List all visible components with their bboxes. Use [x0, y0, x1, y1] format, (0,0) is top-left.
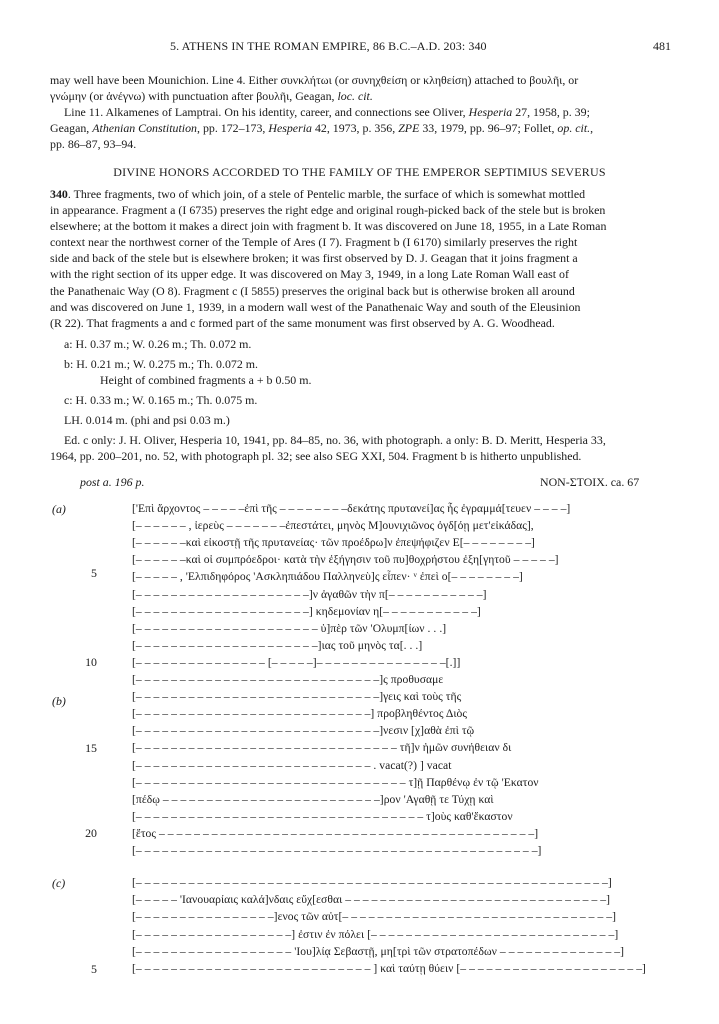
inscription-line: [– – – – – – – – – – – – – – – – – – – – – – – – – – – – – – – – – – – – – – – – – – – – – –]	[132, 844, 542, 857]
inscription-line: [– – – – – – , ἱερεὺς – – – – – – –ἐπεστάτει, μηνὸς Μ]ουνιχιῶνος ὀγδ[όῃ μετ'εἰκάδας],	[132, 519, 534, 533]
intro-paragraph-2: Line 11. Alkamenes of Lamptrai. On his identity, career, and connections see Oliver, Hesperia 27, 1958, p. 39; Geagan, Athenian Constitution, pp. 172–173, Hesperia 42, 1973, p. 356, ZPE 33, 1979, pp. 96–97; Follet, op. cit., pp. 86–87, 93–94.	[50, 105, 594, 152]
inscription-line: [– – – – – – – – – – – – – – – – – – – – – ὑ]πὲρ τῶν 'Ολυμπ[ίων . . .]	[132, 621, 447, 635]
inscription-line: [– – – – – – – – – – – – – – – –]ενος τῶν αὐτ[– – – – – – – – – – – – – – – – – – – – – – – – – – – – – – –]	[132, 910, 617, 924]
fragment-label-a: (a)	[52, 502, 66, 516]
inscription-line: ['Επὶ ἄρχοντος – – – – –ἐπὶ τῆς – – – – – – – –δεκάτης πρυτανεί]ας ἧς ἐγραμμά[τευεν – – – –]	[132, 502, 571, 515]
line-number-20: 20	[85, 826, 97, 840]
dimensions-c: c: H. 0.33 m.; W. 0.165 m.; Th. 0.075 m.	[64, 393, 258, 407]
dimensions-combined: Height of combined fragments a + b 0.50 m.	[100, 373, 312, 387]
inscription-line: [– – – – – , 'Ελπιδηφόρος 'Ασκληπιάδου Παλληνεὺ]ς εἶπεν· ᵛ ἐπεὶ ο[– – – – – – – –]	[132, 570, 523, 584]
inscription-line: [– – – – – – – – – – – – – – – – – – – – – – – – – – – –]ς προθυσαμε	[132, 673, 444, 686]
line-number-10: 10	[85, 655, 97, 669]
inscription-line: [– – – – – – – – – – – – – – – – – – – – –]ιας τοῦ μηνὸς τα[. . .]	[132, 638, 423, 652]
inscription-line: [– – – – – –καὶ εἰκοστῇ τῆς πρυτανείας· τῶν προέδρω]ν ἐπεψήφιζεν Ε[– – – – – – – –]	[132, 536, 535, 550]
inscription-line: [– – – – – – – – – – – – – – – – – –] ἐστιν ἐν πόλει [– – – – – – – – – – – – – – – – – – – – – – – – – – – –]	[132, 927, 619, 941]
line-number-5: 5	[91, 566, 97, 580]
inscription-line: [– – – – – – – – – – – – – – – – – – – – – – – – – – –] προβληθέντος Διὸς	[132, 707, 467, 721]
inscription-line: [– – – – – – – – – – – – – – – – – – – –] κηδεμονίαν η[– – – – – – – – – – –]	[132, 604, 481, 618]
editions-paragraph: Ed. c only: J. H. Oliver, Hesperia 10, 1941, pp. 84–85, no. 36, with photograph. a only: B. D. Meritt, Hesperia 33, 1964, pp. 200–201, no. 52, with photograph pl. 32; see also SEG XXI, 504. Fragment b is hitherto unpublished.	[50, 433, 606, 464]
inscription-line: [– – – – – 'Ιανουαρίαις καλά]νδαις εὔχ[εσθαι – – – – – – – – – – – – – – – – – – – – – – – – – – – – – –]	[132, 893, 611, 907]
dimensions-a: a: H. 0.37 m.; W. 0.26 m.; Th. 0.072 m.	[64, 337, 252, 351]
inscription-line: [– – – – – – – – – – – – – – – – – – – – – – – – – – – – – – – τ]ῇ Παρθένῳ ἐν τῷ 'Εκατον	[132, 775, 539, 789]
inscription-line: [– – – – – – – – – – – – – – – – – – – – – – – – – – – –]νεσιν [χ]αθὰ ἐπὶ τῷ	[132, 724, 475, 738]
inscription-line: [– – – – – – – – – – – – – – – [– – – – –]– – – – – – – – – – – – – – –[.]]	[132, 655, 461, 669]
line-number-15: 15	[85, 741, 97, 755]
page-number: 481	[653, 39, 671, 53]
stoichedon-note: NON-ΣΤΟΙΧ. ca. 67	[540, 475, 640, 489]
dimensions-b: b: H. 0.21 m.; W. 0.275 m.; Th. 0.072 m.	[64, 357, 259, 371]
inscription-line: [– – – – – – – – – – – – – – – – – – – – – – – – – – – – – – – – – – – – – – – – – – – – – – – – – – – – – –]	[132, 876, 612, 889]
inscription-line: [– – – – – – – – – – – – – – – – – – – – – – – – – – – –]γεις καὶ τοὺς τῆς	[132, 690, 462, 704]
inscription-line: [– – – – – – – – – – – – – – – – – – – – – – – – – – – – – – τῆ]ν ἡμῶν συνήθειαν δι	[132, 741, 512, 755]
inscription-line: [– – – – – – – – – – – – – – – – – – – – – – – – – – – ] καὶ ταύτῃ θύειν [– – – – – – – – – – – – – – – – – – – – –]	[132, 962, 646, 975]
inscription-line: [πέδῳ – – – – – – – – – – – – – – – – – – – – – – – – –]ρον 'Αγαθῇ τε Τύχῃ καὶ	[132, 792, 494, 806]
date-note: post a. 196 p.	[80, 475, 145, 489]
inscription-line: [– – – – – – – – – – – – – – – – – – – – – – – – – – – – – – – – – τ]οὺς καθ'ἕκαστον	[132, 809, 513, 823]
section-heading: DIVINE HONORS ACCORDED TO THE FAMILY OF THE EMPEROR SEPTIMIUS SEVERUS	[113, 165, 606, 179]
inscription-line: [– – – – – – – – – – – – – – – – – – 'Ιου]λίᾳ Σεβαστῇ, μη[τρὶ τῶν στρατοπέδων – – – – – – – – – – – – – –]	[132, 944, 625, 958]
running-title: 5. ATHENS IN THE ROMAN EMPIRE, 86 B.C.–A.D. 203: 340	[170, 39, 487, 53]
entry-number: 340	[50, 187, 68, 201]
letter-height: LH. 0.014 m. (phi and psi 0.03 m.)	[64, 413, 230, 427]
line-number-c5: 5	[91, 962, 97, 976]
entry-description: 340. Three fragments, two of which join, of a stele of Pentelic marble, the surface of which is somewhat mottled in appearance. Fragment a (I 6735) preserves the right edge and original rough-picked back of the stele but is broken elsewhere; at the bottom it makes a direct join with fragment b. It was discovered on June 18, 1955, in a Late Roman context near the northwest corner of the Temple of Ares (I 7). Fragment b (I 6170) similarly preserves the right side and back of the stele but is elsewhere broken; it was first observed by D. J. Geagan that it joins fragment a with the right section of its upper edge. It was discovered on May 3, 1949, in a long Late Roman Wall east of the Panathenaic Way (O 8). Fragment c (I 5855) preserves the original back but is otherwise broken all around and was discovered on June 1, 1939, in a modern wall west of the Panathenaic Way and south of the Eleusinion (R 22). That fragments a and c formed part of the same monument was first observed by A. G. Woodhead.	[50, 187, 607, 330]
inscription-line: [– – – – – –καὶ οἱ συμπρόεδροι· κατὰ τὴν ἐξήγησιν τοῦ πυ]θοχρήστου ἐξη[γητοῦ – – – – –]	[132, 553, 559, 567]
intro-paragraph-1: may well have been Mounichion. Line 4. Either συνκλήτωι (or συνηχθείση or κληθείση) attached to βουλῆι, or γνώμην (or ἀνέγνω) with punctuation after βουλῆι, Geagan, loc. cit.	[50, 73, 579, 104]
inscription-line: [ἔτος – – – – – – – – – – – – – – – – – – – – – – – – – – – – – – – – – – – – – – – – – – –]	[132, 826, 539, 840]
fragment-label-b: (b)	[52, 694, 66, 708]
running-header	[0, 39, 719, 55]
inscription-line: [– – – – – – – – – – – – – – – – – – – – – – – – – – – . vacat(?) ] vacat	[132, 758, 452, 772]
fragment-label-c: (c)	[52, 876, 66, 890]
inscription-line: [– – – – – – – – – – – – – – – – – – – –]ν ἀγαθῶν τὴν π[– – – – – – – – – – –]	[132, 587, 487, 601]
